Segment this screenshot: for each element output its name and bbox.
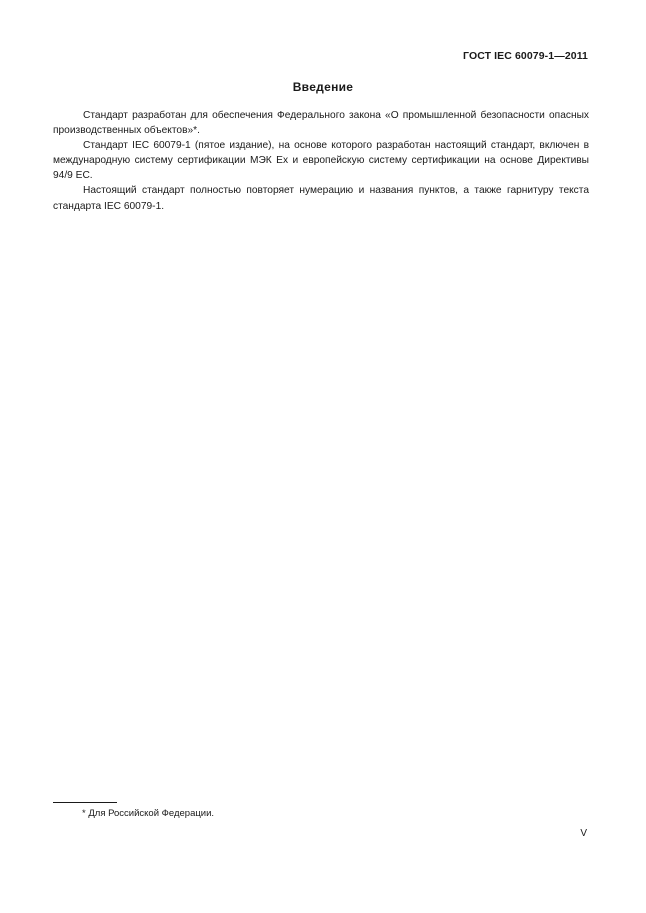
standard-designation: ГОСТ IEC 60079-1—2011 <box>463 50 588 62</box>
paragraph-purpose: Стандарт разработан для обеспечения Федерального закона «О промышленной безопасности опасных производственных объектов»*. <box>53 110 589 137</box>
paragraph-certification: Стандарт IEC 60079-1 (пятое издание), на основе которого разработан настоящий стандарт, включен в международную систему сертификации МЭК Ex и европейскую систему сертификации на основе Директивы 94/9 ЕС. <box>53 140 589 182</box>
footnote-separator <box>53 802 117 803</box>
footnote: * Для Российской Федерации. <box>82 808 215 819</box>
paragraph-numbering: Настоящий стандарт полностью повторяет нумерацию и названия пунктов, а также гарнитуру текста стандарта IEC 60079-1. <box>53 185 589 212</box>
introduction-body <box>53 108 589 214</box>
page-number: V <box>580 828 587 839</box>
section-title: Введение <box>292 80 354 94</box>
